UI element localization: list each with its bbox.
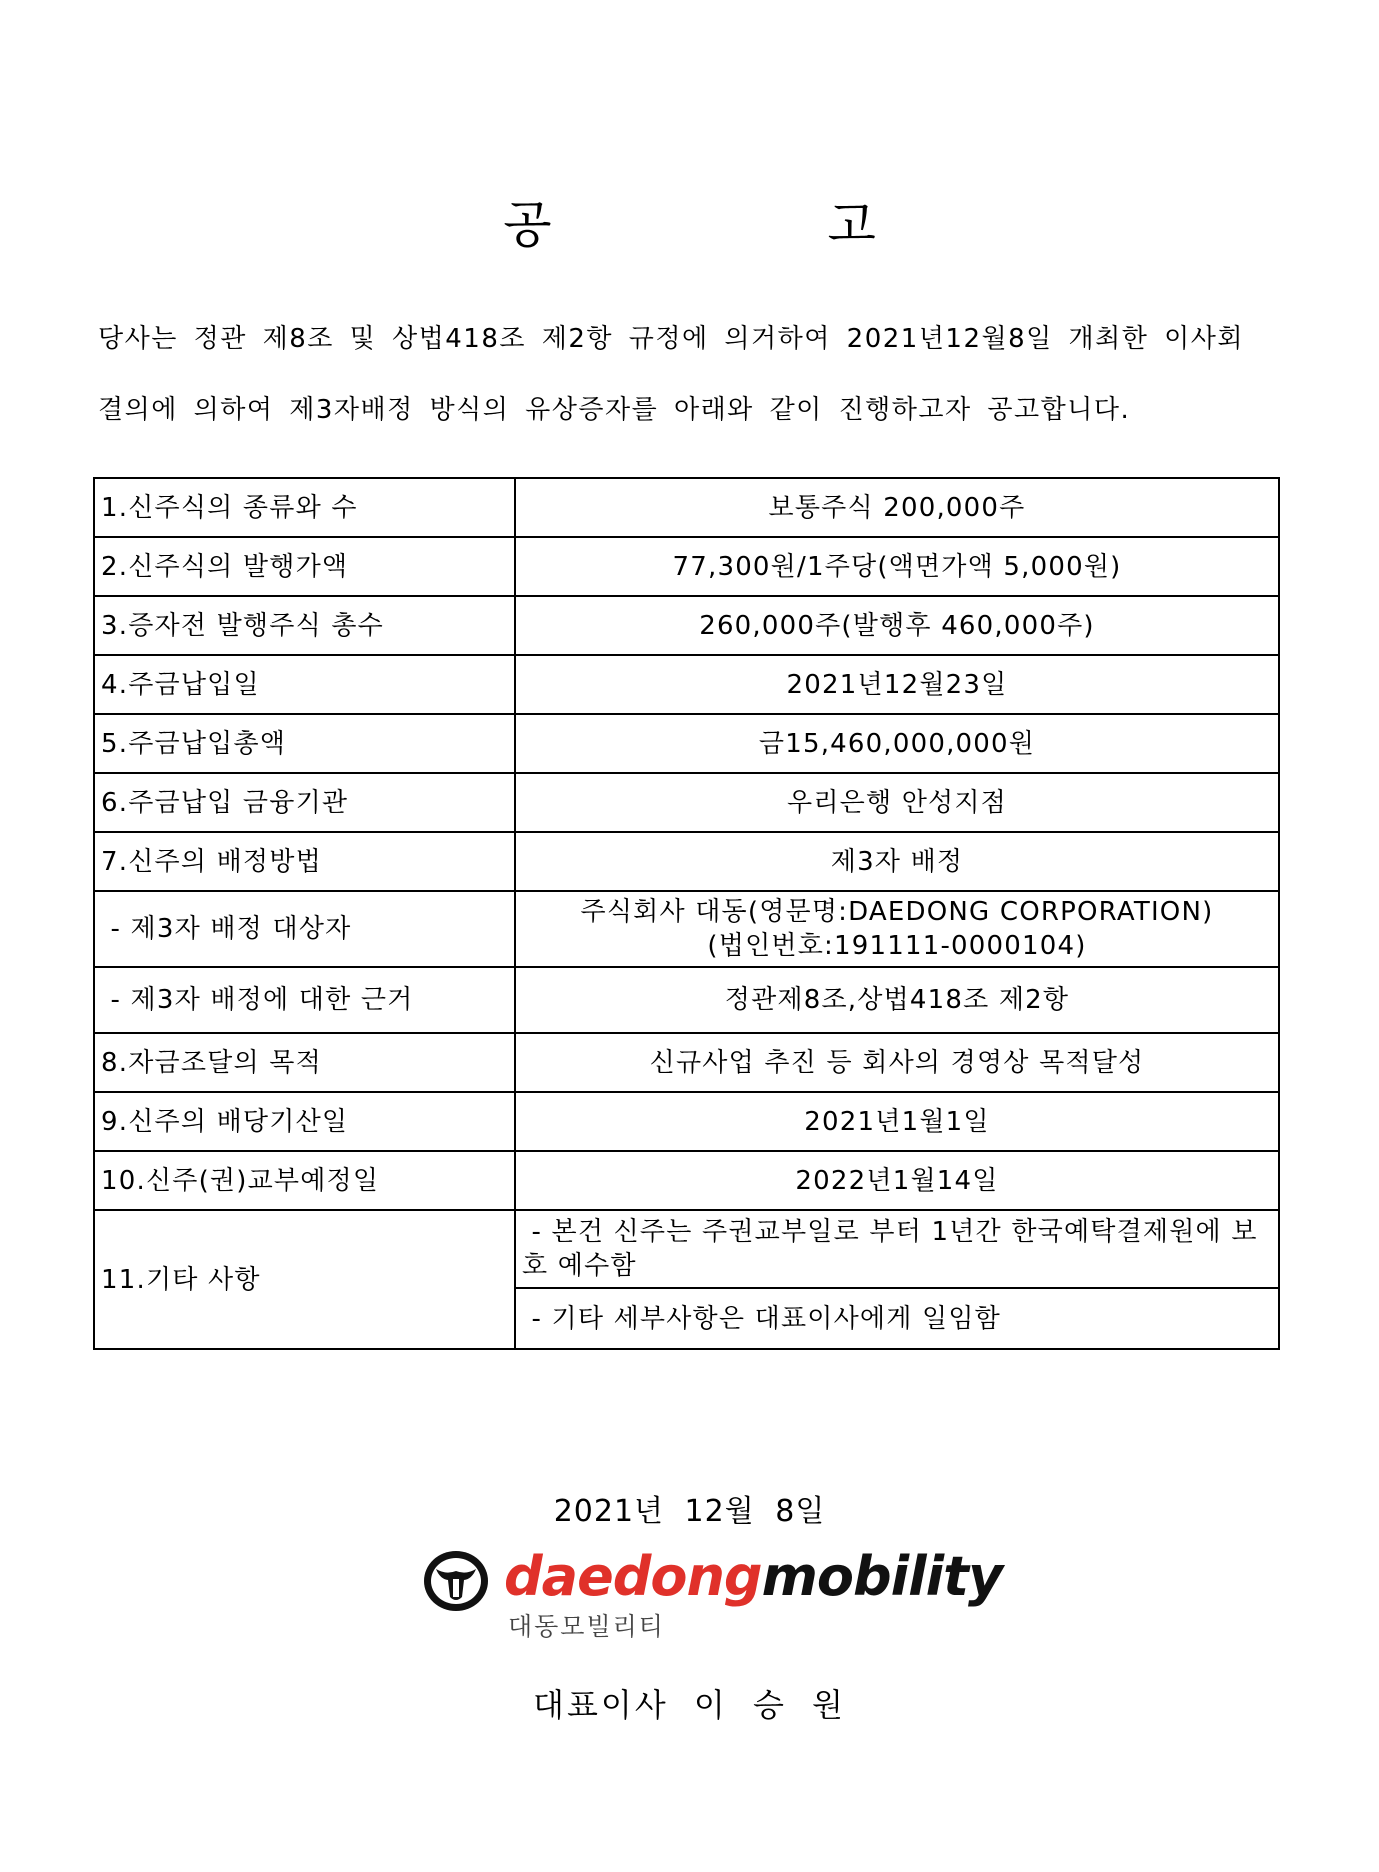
table-row: [94, 967, 1279, 1033]
row-label: 5.주금납입총액: [94, 714, 515, 773]
row-value: 2022년1월14일: [515, 1151, 1279, 1210]
row-label: 11.기타 사항: [94, 1210, 515, 1349]
row-label: 6.주금납입 금융기관: [94, 773, 515, 832]
row-label: 10.신주(권)교부예정일: [94, 1151, 515, 1210]
table-row: [94, 596, 1279, 655]
row-label: 4.주금납입일: [94, 655, 515, 714]
logo-word-dark: mobility: [761, 1545, 1003, 1608]
notice-date: 2021년 12월 8일: [553, 1494, 826, 1529]
row-value-line: (법인번호:191111-0000104): [707, 931, 1087, 961]
row-value: 신규사업 추진 등 회사의 경영상 목적달성: [515, 1033, 1279, 1092]
row-value: 금15,460,000,000원: [515, 714, 1279, 773]
row-value: - 기타 세부사항은 대표이사에게 일임함: [515, 1288, 1279, 1349]
row-label: 8.자금조달의 목적: [94, 1033, 515, 1092]
table-row: [94, 891, 1279, 967]
row-value-line: 주식회사 대동(영문명:DAEDONG CORPORATION): [580, 897, 1214, 927]
row-label: - 제3자 배정 대상자: [94, 891, 515, 967]
row-value: 우리은행 안성지점: [515, 773, 1279, 832]
table-row: [94, 714, 1279, 773]
row-label: 7.신주의 배정방법: [94, 832, 515, 891]
row-label: - 제3자 배정에 대한 근거: [94, 967, 515, 1033]
bull-emblem-icon: [422, 1549, 490, 1613]
table-row: [94, 1092, 1279, 1151]
table-row: [94, 1151, 1279, 1210]
company-logo: [422, 1545, 1003, 1641]
table-row: [94, 655, 1279, 714]
notice-title: 공 고: [503, 196, 1006, 254]
row-label: 9.신주의 배당기산일: [94, 1092, 515, 1151]
row-value: 77,300원/1주당(액면가액 5,000원): [515, 537, 1279, 596]
row-value: [515, 891, 1279, 967]
notice-table: [93, 477, 1280, 1350]
row-value: 제3자 배정: [515, 832, 1279, 891]
table-row: [94, 1210, 1279, 1288]
row-label: 2.신주식의 발행가액: [94, 537, 515, 596]
table-row: [94, 832, 1279, 891]
row-label: 1.신주식의 종류와 수: [94, 478, 515, 537]
table-row: [94, 1033, 1279, 1092]
row-label: 3.증자전 발행주식 총수: [94, 596, 515, 655]
intro-line-2: 결의에 의하여 제3자배정 방식의 유상증자를 아래와 같이 진행하고자 공고합니다.: [98, 395, 1131, 425]
row-value: 260,000주(발행후 460,000주): [515, 596, 1279, 655]
row-value: - 본건 신주는 주권교부일로 부터 1년간 한국예탁결제원에 보호 예수함: [515, 1210, 1279, 1288]
intro-line-1: 당사는 정관 제8조 및 상법418조 제2항 규정에 의거하여 2021년12월8일 개최한 이사회: [98, 324, 1245, 354]
logo-korean-name: 대동모빌리티: [508, 1612, 665, 1641]
logo-word-red: daedong: [504, 1545, 762, 1608]
row-value: 보통주식 200,000주: [515, 478, 1279, 537]
table-row: [94, 773, 1279, 832]
row-value: 2021년1월1일: [515, 1092, 1279, 1151]
logo-wordmark: [504, 1545, 1002, 1608]
row-value: 정관제8조,상법418조 제2항: [515, 967, 1279, 1033]
table-row: [94, 537, 1279, 596]
ceo-signature: 대표이사 이 승 원: [533, 1686, 846, 1724]
table-row: [94, 478, 1279, 537]
row-value: 2021년12월23일: [515, 655, 1279, 714]
